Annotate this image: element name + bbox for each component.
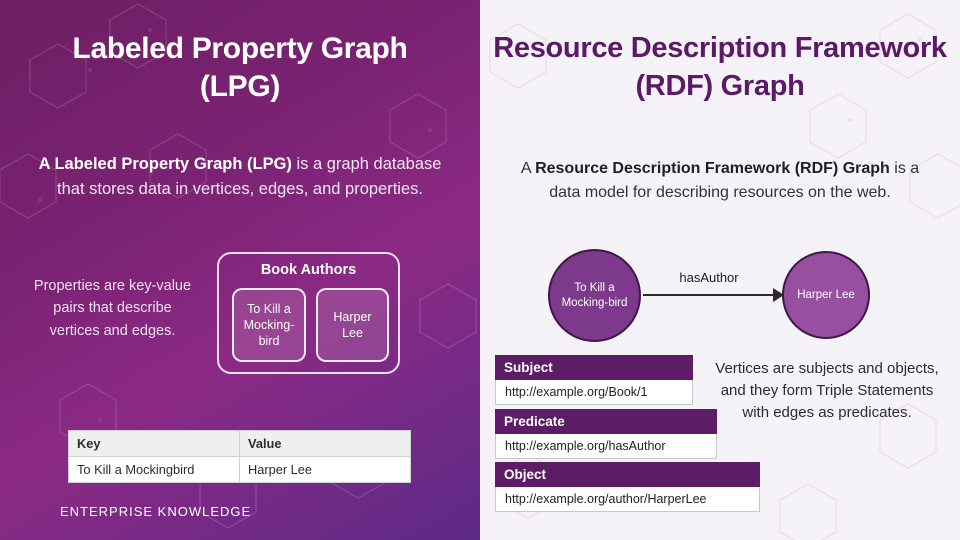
lpg-description (36, 152, 444, 202)
triple-object-block (495, 462, 760, 512)
lpg-title: Labeled Property Graph (LPG) (72, 32, 408, 104)
rdf-note: Vertices are subjects and objects, and they form Triple Statements with edges as predicates. (715, 360, 939, 421)
triple-predicate-label: Predicate (495, 409, 717, 434)
lpg-properties-note: Properties are key-value pairs that describe vertices and edges. (33, 278, 192, 339)
triple-predicate-value: http://example.org/hasAuthor (495, 434, 717, 459)
triple-object-value: http://example.org/author/HarperLee (495, 487, 760, 512)
table-header-row (69, 431, 411, 457)
triple-predicate-block (495, 409, 717, 459)
lpg-node-author: Harper Lee (316, 288, 389, 362)
rdf-description (504, 157, 936, 204)
rdf-title: Resource Description Framework (RDF) Graph (493, 32, 947, 102)
triple-subject-block (495, 355, 693, 405)
table-cell-key: To Kill a Mockingbird (69, 457, 240, 483)
table-row (69, 457, 411, 483)
book-authors-card-title: Book Authors (260, 262, 357, 278)
lpg-description-strong: A Labeled Property Graph (LPG) (38, 155, 292, 173)
rdf-description-rest: is a data model for describing resources on the web. (549, 160, 920, 201)
table-header-value: Value (240, 431, 411, 457)
rdf-edge-label: hasAuthor (679, 270, 739, 285)
book-authors-card (217, 252, 400, 374)
key-value-table (68, 430, 411, 483)
rdf-subject-node: To Kill a Mocking-bird (548, 249, 641, 342)
rdf-panel (480, 0, 960, 540)
rdf-edge-line (643, 294, 776, 296)
rdf-object-node: Harper Lee (782, 251, 870, 339)
triple-subject-value: http://example.org/Book/1 (495, 380, 693, 405)
table-header-key: Key (69, 431, 240, 457)
lpg-node-book: To Kill a Mocking-bird (232, 288, 306, 362)
triple-subject-label: Subject (495, 355, 693, 380)
enterprise-knowledge-logo: ENTERPRISE KNOWLEDGE (60, 504, 252, 519)
rdf-description-strong: Resource Description Framework (RDF) Graph (535, 160, 890, 177)
rdf-description-prefix: A (520, 160, 536, 177)
triple-object-label: Object (495, 462, 760, 487)
lpg-description-rest: is a graph database that stores data in vertices, edges, and properties. (57, 155, 442, 198)
table-cell-value: Harper Lee (240, 457, 411, 483)
